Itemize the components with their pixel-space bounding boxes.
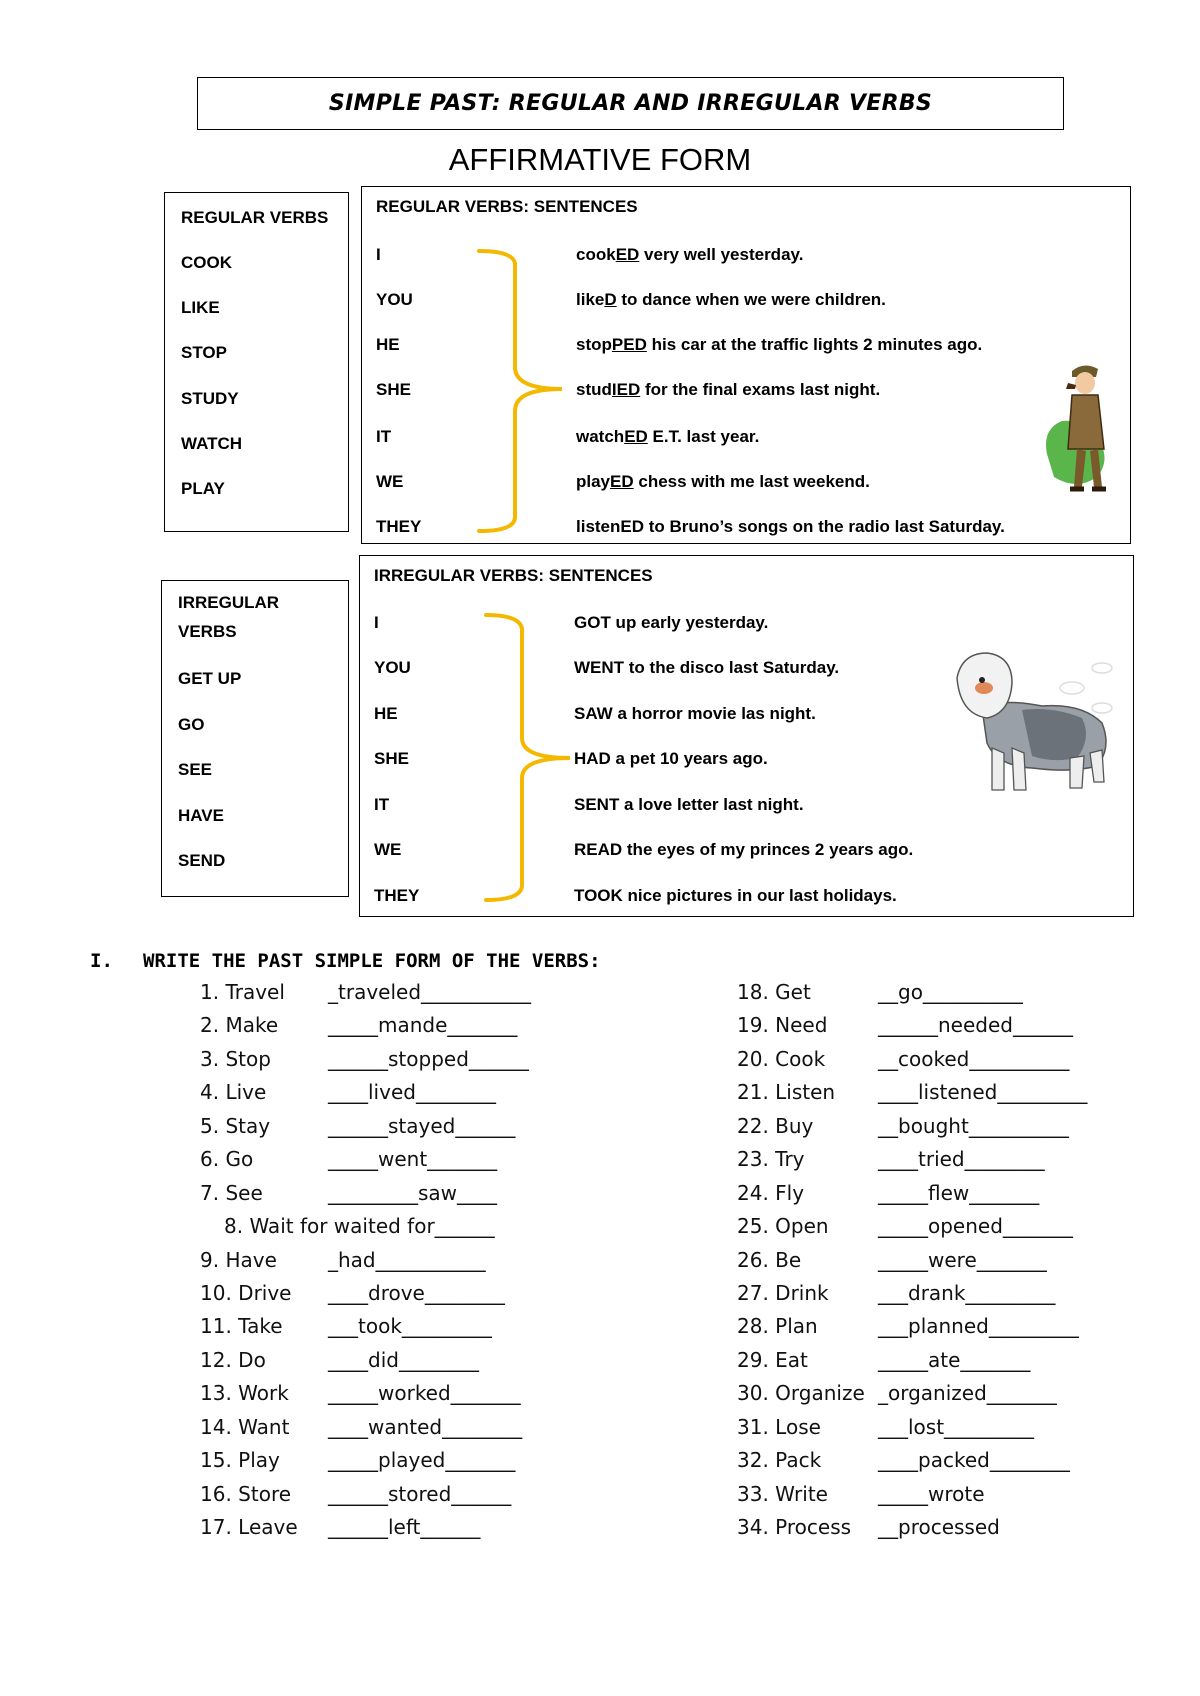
exercise-item-label: 34. Process bbox=[737, 1515, 852, 1539]
irregular-verb-item: HAVE bbox=[178, 806, 224, 825]
exercise-item-answer: ______left______ bbox=[328, 1515, 481, 1539]
irregular-verb-item: GET UP bbox=[178, 669, 242, 688]
exercise-item-label: 15. Play bbox=[200, 1448, 280, 1472]
exercise-item-answer: _____opened_______ bbox=[878, 1214, 1073, 1238]
exercise-item-label: 20. Cook bbox=[737, 1047, 826, 1071]
title-box bbox=[197, 77, 1064, 130]
exercise-item-label: 24. Fly bbox=[737, 1181, 805, 1205]
regular-verbs-list bbox=[164, 192, 349, 532]
exercise-item-label: 12. Do bbox=[200, 1348, 266, 1372]
irregular-sentences-title: IRREGULAR VERBS: SENTENCES bbox=[374, 566, 653, 585]
irregular-sentence: READ the eyes of my princes 2 years ago. bbox=[574, 840, 914, 859]
regular-sentence: playED chess with me last weekend. bbox=[576, 472, 870, 491]
exercise-item-answer: __cooked__________ bbox=[878, 1047, 1070, 1071]
exercise-item-answer: ____wanted________ bbox=[328, 1415, 523, 1439]
exercise-item-label: 1. Travel bbox=[200, 980, 285, 1004]
exercise-item-answer: ___lost_________ bbox=[878, 1415, 1035, 1439]
exercise-item-label: 27. Drink bbox=[737, 1281, 829, 1305]
exercise-item-answer: ____did________ bbox=[328, 1348, 479, 1372]
exercise-item-answer: _____were_______ bbox=[878, 1248, 1047, 1272]
pronoun: HE bbox=[374, 704, 398, 723]
exercise-item-answer: ______stored______ bbox=[328, 1482, 512, 1506]
exercise-item-label: 6. Go bbox=[200, 1147, 254, 1171]
exercise-item-answer: _____worked_______ bbox=[328, 1381, 521, 1405]
pronoun: THEY bbox=[374, 886, 420, 905]
exercise-item-label: 23. Try bbox=[737, 1147, 805, 1171]
exercise-item-label: 11. Take bbox=[200, 1314, 283, 1338]
pronoun: YOU bbox=[374, 658, 411, 677]
exercise-item-answer: _____wrote bbox=[878, 1482, 985, 1506]
exercise-title: I. WRITE THE PAST SIMPLE FORM OF THE VERBS: bbox=[90, 950, 601, 972]
exercise-item-answer: __go__________ bbox=[878, 980, 1023, 1004]
exercise-item-label: 18. Get bbox=[737, 980, 811, 1004]
exercise-item-label: 16. Store bbox=[200, 1482, 292, 1506]
exercise-item-label: 19. Need bbox=[737, 1013, 828, 1037]
pronoun: IT bbox=[376, 427, 392, 446]
exercise-item-label: 25. Open bbox=[737, 1214, 829, 1238]
exercise-item-answer: ____packed________ bbox=[878, 1448, 1070, 1472]
brace-icon bbox=[477, 249, 567, 534]
section-subtitle: AFFIRMATIVE FORM bbox=[448, 142, 752, 177]
regular-sentence: cookED very well yesterday. bbox=[576, 245, 804, 264]
regular-sentence: likeD to dance when we were children. bbox=[576, 290, 886, 309]
exercise-item-label: 5. Stay bbox=[200, 1114, 271, 1138]
pronoun: HE bbox=[376, 335, 400, 354]
exercise-item-label: 3. Stop bbox=[200, 1047, 271, 1071]
exercise-item-label: 10. Drive bbox=[200, 1281, 292, 1305]
regular-verb-item: STUDY bbox=[181, 389, 239, 408]
irregular-sentence: HAD a pet 10 years ago. bbox=[574, 749, 768, 768]
exercise-item-answer: _____played_______ bbox=[328, 1448, 516, 1472]
irregular-sentence: WENT to the disco last Saturday. bbox=[574, 658, 840, 677]
exercise-item-answer: _organized_______ bbox=[878, 1381, 1057, 1405]
irregular-verbs-list-title: IRREGULAR bbox=[178, 593, 280, 612]
regular-verb-item: STOP bbox=[181, 343, 227, 362]
exercise-item-label: 21. Listen bbox=[737, 1080, 836, 1104]
exercise-item-answer: __processed bbox=[878, 1515, 1000, 1539]
pronoun: THEY bbox=[376, 517, 422, 536]
regular-sentence: stopPED his car at the traffic lights 2 minutes ago. bbox=[576, 335, 983, 354]
pronoun: I bbox=[374, 613, 379, 632]
exercise-item-answer: _had___________ bbox=[328, 1248, 486, 1272]
exercise-item-label: 32. Pack bbox=[737, 1448, 822, 1472]
irregular-sentence: SENT a love letter last night. bbox=[574, 795, 804, 814]
irregular-sentence: GOT up early yesterday. bbox=[574, 613, 769, 632]
exercise-item-label: 4. Live bbox=[200, 1080, 267, 1104]
exercise-item-answer: __bought__________ bbox=[878, 1114, 1069, 1138]
irregular-verb-item: SEE bbox=[178, 760, 213, 779]
pronoun: IT bbox=[374, 795, 390, 814]
exercise-item-label: 13. Work bbox=[200, 1381, 289, 1405]
regular-sentence: watchED E.T. last year. bbox=[576, 427, 760, 446]
exercise-item-label: 28. Plan bbox=[737, 1314, 818, 1338]
regular-sentences-title: REGULAR VERBS: SENTENCES bbox=[376, 197, 638, 216]
regular-verbs-list-title: REGULAR VERBS bbox=[181, 208, 329, 227]
exercise-item-label: 26. Be bbox=[737, 1248, 802, 1272]
irregular-sentence: TOOK nice pictures in our last holidays. bbox=[574, 886, 897, 905]
regular-verb-item: PLAY bbox=[181, 479, 225, 498]
exercise-item-answer: _traveled___________ bbox=[328, 980, 532, 1004]
irregular-sentences-box bbox=[359, 555, 1134, 917]
pronoun: WE bbox=[374, 840, 402, 859]
exercise-item-answer: ___took_________ bbox=[328, 1314, 492, 1338]
exercise-item-label: 17. Leave bbox=[200, 1515, 298, 1539]
exercise-item-label: 30. Organize bbox=[737, 1381, 865, 1405]
exercise-item-answer: _____ate_______ bbox=[878, 1348, 1031, 1372]
regular-verb-item: COOK bbox=[181, 253, 232, 272]
exercise-item-label: 33. Write bbox=[737, 1482, 828, 1506]
exercise-item-label: 22. Buy bbox=[737, 1114, 814, 1138]
exercise-item-answer: ____listened_________ bbox=[878, 1080, 1088, 1104]
exercise-item-label: 29. Eat bbox=[737, 1348, 808, 1372]
irregular-sentence: SAW a horror movie las night. bbox=[574, 704, 816, 723]
sheepdog-illustration bbox=[952, 648, 1122, 798]
exercise-item-answer: ____drove________ bbox=[328, 1281, 505, 1305]
exercise-item-answer: _________saw____ bbox=[328, 1181, 498, 1205]
irregular-verb-item: SEND bbox=[178, 851, 226, 870]
exercise-item-answer: _____flew_______ bbox=[878, 1181, 1040, 1205]
regular-verb-item: LIKE bbox=[181, 298, 220, 317]
exercise-item-answer: ______needed______ bbox=[878, 1013, 1073, 1037]
exercise-item-label: 2. Make bbox=[200, 1013, 279, 1037]
exercise-item-label: 9. Have bbox=[200, 1248, 277, 1272]
exercise-item-answer: ____tried________ bbox=[878, 1147, 1045, 1171]
man-with-pipe-illustration bbox=[1042, 359, 1124, 499]
exercise-item-label: 31. Lose bbox=[737, 1415, 821, 1439]
exercise-item-answer: ___planned_________ bbox=[878, 1314, 1079, 1338]
irregular-verb-item: GO bbox=[178, 715, 205, 734]
pronoun: I bbox=[376, 245, 381, 264]
exercise-item-answer: _____went_______ bbox=[328, 1147, 498, 1171]
pronoun: WE bbox=[376, 472, 404, 491]
regular-sentence: studIED for the final exams last night. bbox=[576, 380, 881, 399]
exercise-item-answer: ___drank_________ bbox=[878, 1281, 1056, 1305]
irregular-verbs-list-title: VERBS bbox=[178, 622, 237, 641]
exercise-item-answer: ______stopped______ bbox=[328, 1047, 529, 1071]
brace-icon bbox=[484, 613, 574, 903]
regular-sentences-box bbox=[361, 186, 1131, 544]
regular-sentence: listenED to Bruno’s songs on the radio last Saturday. bbox=[576, 517, 1005, 536]
exercise-item-answer: _____mande_______ bbox=[328, 1013, 518, 1037]
exercise-item-label: 14. Want bbox=[200, 1415, 290, 1439]
exercise-item-answer: ____lived________ bbox=[328, 1080, 496, 1104]
regular-verb-item: WATCH bbox=[181, 434, 243, 453]
exercise-item-label: 7. See bbox=[200, 1181, 263, 1205]
irregular-verbs-list bbox=[161, 580, 349, 897]
pronoun: SHE bbox=[374, 749, 409, 768]
worksheet-title: SIMPLE PAST: REGULAR AND IRREGULAR VERBS bbox=[328, 91, 933, 116]
pronoun: SHE bbox=[376, 380, 411, 399]
exercise-item-answer: ______stayed______ bbox=[328, 1114, 516, 1138]
pronoun: YOU bbox=[376, 290, 413, 309]
exercise-item-label: 8. Wait for waited for______ bbox=[224, 1214, 495, 1238]
